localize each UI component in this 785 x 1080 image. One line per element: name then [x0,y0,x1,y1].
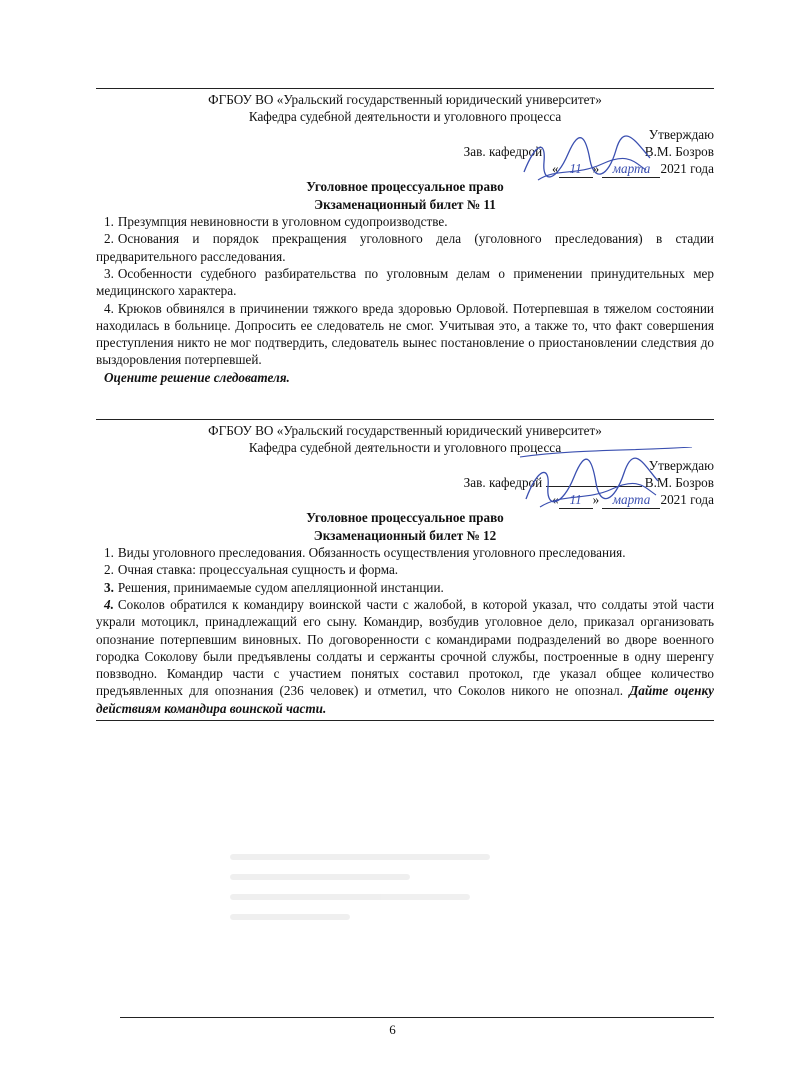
head-line [96,143,714,160]
question-item: 3. Особенности судебного разбирательства по уголовным делам о применении принудительных мер медицинского характера. [96,265,714,299]
top-divider [96,88,714,89]
head-name: В.М. Бозров [644,143,714,159]
head-label: Зав. кафедрой [463,143,543,159]
head-name: В.М. Бозров [644,474,714,490]
ticket-title: Экзаменационный билет № 12 [313,527,497,543]
head-label: Зав. кафедрой [463,474,543,490]
approval-date: « 11 » марта 2021 года [96,491,714,509]
bleed-through-shadow [230,840,510,960]
date-day: 11 [559,491,593,509]
question-item: 4. Соколов обратился к командиру воинской части с жалобой, в которой указал, что солдаты этой части украли мотоцикл, принадлежащий его сыну. Командир, возбудив уголовное дело, приказал организовать опознание потерпевшим виновных. По договоренности с командирами подразделений во дворе военного городка Соколову были предъявлены солдаты и сержанты срочной службы, построенные в одну шеренгу повзводно. Командир части с участием понятых составил протокол, где указал общее количество предъявленных для опознания (236 человек) и отметил, что Соколов никого не опознал. Дайте оценку действиям командира воинской части. [96,596,715,716]
task-text: Дайте оценку действиям командира воинской части. [96,683,715,716]
university-name: ФГБОУ ВО «Уральский государственный юридический университет» [208,423,602,438]
bottom-divider [96,720,714,721]
approval-date: « 11 » марта 2021 года [96,160,714,178]
approve-label: Утверждаю [648,126,714,142]
department-name: Кафедра судебной деятельности и уголовного процесса [248,440,562,456]
question-item: 1. Презумпция невиновности в уголовном судопроизводстве. [104,214,448,230]
subject-title: Уголовное процессуальное право [306,510,504,526]
subject-title: Уголовное процессуальное право [306,179,504,195]
footer-divider [120,1017,714,1018]
question-item: 3. Решения, принимаемые судом апелляционной инстанции. [104,579,444,595]
task-text: Оцените решение следователя. [104,369,290,385]
date-day: 11 [559,160,593,178]
question-item: 2. Основания и порядок прекращения уголовного дела (уголовного преследования) в стадии предварительного расследования. [96,231,714,264]
date-year: 2021 года [660,161,714,177]
page-number: 6 [389,1022,396,1037]
department-name: Кафедра судебной деятельности и уголовного процесса [248,109,562,125]
question-item: 4. Крюков обвинялся в причинении тяжкого вреда здоровью Орловой. Потерпевшая в тяжелом состоянии находилась в больнице. Допросить ее следователь не смог. Учитывая это, а также то, что факт совершения преступления никто не мог подтвердить, следователь вынес постановление о приостановлении следствия до выздоровления потерпевшей. [96,300,714,368]
question-item: 2. Очная ставка: процессуальная сущность и форма. [104,562,399,578]
date-month: марта [602,491,660,509]
university-name: ФГБОУ ВО «Уральский государственный юридический университет» [208,92,602,107]
head-line [96,474,714,491]
date-month: марта [602,160,660,178]
exam-ticket-11 [96,88,714,386]
top-divider [96,419,714,420]
date-year: 2021 года [660,492,714,508]
approve-label: Утверждаю [648,457,714,473]
question-item: 1. Виды уголовного преследования. Обязанность осуществления уголовного преследования. [104,545,626,561]
exam-ticket-12 [96,419,714,721]
ticket-title: Экзаменационный билет № 11 [314,196,496,212]
